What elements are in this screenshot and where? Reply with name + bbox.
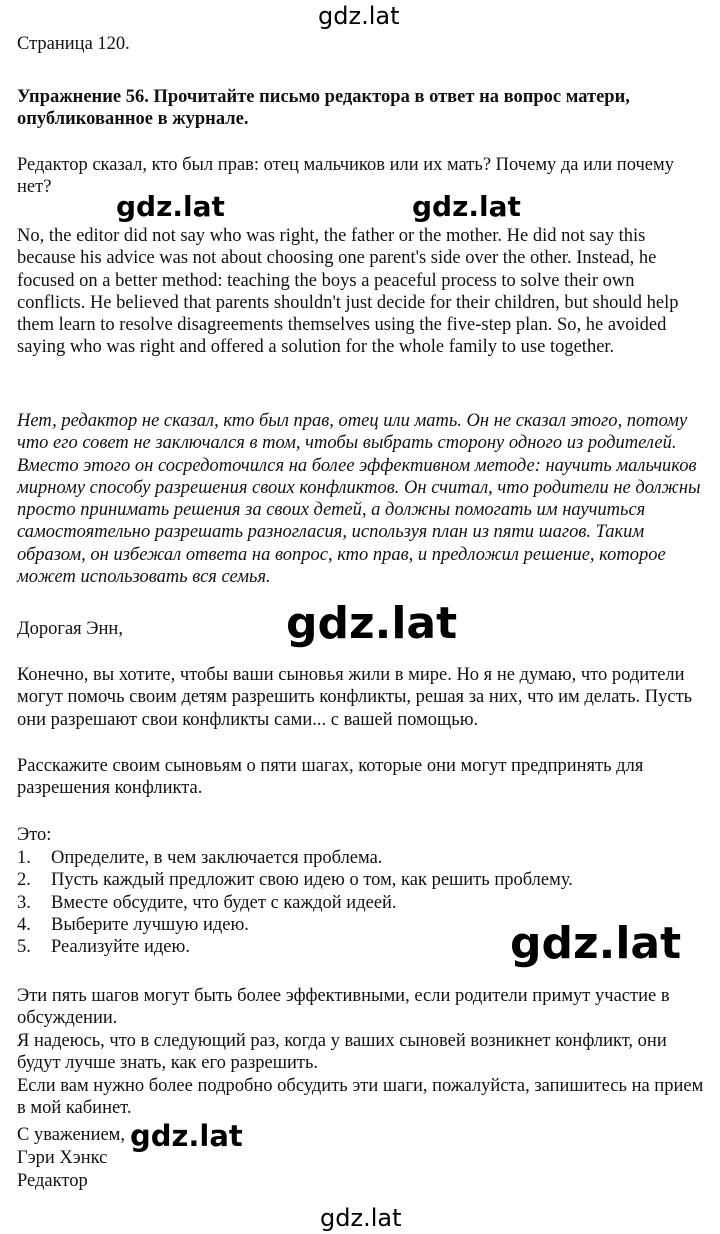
- step-text: Определите, в чем заключается проблема.: [51, 848, 383, 868]
- step-number: 5.: [17, 937, 31, 958]
- list-item: [17, 914, 573, 936]
- letter-paragraph-4: Я надеюсь, что в следующий раз, когда у ваших сыновей возникнет конфликт, они будут лучше знать, как его разрешить.: [17, 1031, 667, 1074]
- answer-english: No, the editor did not say who was right, the father or the mother. He did not say this because his advice was not about choosing one parent's side over the other. Instead, he focused on a better method: teaching the boys a peaceful process to solve their own conflicts. He believed that parents shouldn't just decide for their children, but should help them learn to resolve disagreements themselves using the five-step plan. So, he avoided saying who was right and offered a solution for the whole family to use together.: [17, 226, 679, 358]
- letter-paragraph-2: Расскажите своим сыновьям о пяти шагах, которые они могут предпринять для разрешения конфликта.: [17, 756, 644, 799]
- watermark-middle: gdz.lat: [282, 602, 461, 646]
- letter-closing: С уважением,: [17, 1125, 126, 1145]
- signature-name: Гэри Хэнкс: [17, 1148, 108, 1168]
- step-text: Пусть каждый предложит свою идею о том, как решить проблему.: [51, 870, 573, 891]
- list-item: [17, 936, 573, 958]
- watermark-left: gdz.lat: [112, 193, 229, 221]
- steps-intro: Это:: [17, 825, 52, 845]
- watermark-right: gdz.lat: [408, 193, 525, 221]
- watermark-lower-right: gdz.lat: [506, 922, 685, 966]
- watermark-bottom: gdz.lat: [320, 1204, 402, 1232]
- step-number: 3.: [17, 892, 31, 913]
- letter-paragraph-3: Эти пять шагов могут быть более эффективными, если родители примут участие в обсуждении.: [17, 986, 670, 1029]
- watermark-top: gdz.lat: [318, 2, 400, 30]
- step-number: 1.: [17, 848, 31, 868]
- answer-russian: Нет, редактор не сказал, кто был прав, отец или мать. Он не сказал этого, потому что его совет не заключался в том, чтобы выбрать сторону одного из родителей. Вместо этого он сосредоточился на более эффективном методе: научить мальчиков мирному способу разрешения своих конфликтов. Он считал, что родители не должны просто принимать решения за своих детей, а должны помогать им научиться самостоятельно разрешать разногласия, используя план из пяти шагов. Таким образом, он избежал ответа на вопрос, кто прав, и предложил решение, которое может использовать вся семья.: [17, 411, 701, 588]
- list-item: [17, 869, 573, 891]
- question-text: Редактор сказал, кто был прав: отец мальчиков или их мать? Почему да или почему нет?: [17, 155, 674, 198]
- step-number: 2.: [17, 870, 31, 891]
- step-number: 4.: [17, 914, 31, 935]
- page-label: Страница 120.: [17, 34, 130, 54]
- signature-title: Редактор: [17, 1171, 88, 1191]
- step-text: Реализуйте идею.: [51, 937, 190, 958]
- watermark-signature: gdz.lat: [126, 1122, 247, 1151]
- step-text: Выберите лучшую идею.: [51, 914, 249, 935]
- list-item: [17, 892, 573, 914]
- steps-list: [17, 847, 573, 958]
- letter-paragraph-1: Конечно, вы хотите, чтобы ваши сыновья жили в мире. Но я не думаю, что родители могут помочь своим детям разрешить конфликты, решая за них, что им делать. Пусть они разрешают свои конфликты сами... с вашей помощью.: [17, 665, 693, 730]
- step-text: Вместе обсудите, что будет с каждой идеей.: [51, 892, 397, 913]
- exercise-title: Упражнение 56. Прочитайте письмо редактора в ответ на вопрос матери, опубликованное в журнале.: [17, 87, 630, 130]
- letter-greeting: Дорогая Энн,: [17, 619, 123, 639]
- list-item: [17, 847, 573, 869]
- letter-paragraph-5: Если вам нужно более подробно обсудить эти шаги, пожалуйста, запишитесь на прием в мой кабинет.: [17, 1076, 704, 1119]
